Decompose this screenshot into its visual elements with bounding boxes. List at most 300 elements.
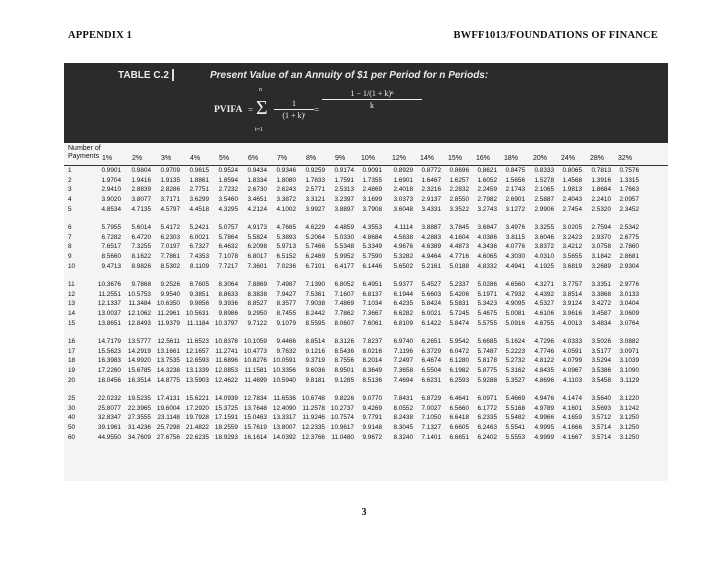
pvifa-value: 13.8007: [272, 424, 296, 432]
pvifa-value: 3.5640: [591, 395, 611, 402]
pvifa-value: 7.1327: [421, 424, 441, 432]
pvifa-value: 6.0021: [421, 310, 441, 318]
pvifa-value: 9.9672: [362, 433, 382, 441]
pvifa-value: 3.4834: [591, 319, 611, 327]
pvifa-value: 27.6756: [156, 433, 180, 441]
payments-count: 17: [68, 347, 76, 355]
pvifa-value: 10.8276: [243, 357, 267, 365]
pvifa-value: 4.0013: [562, 319, 582, 327]
pvifa-value: 6.5660: [449, 404, 469, 412]
rate-header: 2%: [131, 155, 143, 162]
pvifa-value: 17.2920: [185, 404, 209, 412]
pvifa-value: 9.8226: [334, 395, 354, 402]
pvifa-value: 22.6235: [185, 433, 209, 441]
header-left: APPENDIX 1: [68, 30, 133, 41]
pvifa-value: 7.7862: [334, 310, 354, 318]
pvifa-value: 5.4675: [477, 310, 497, 318]
pvifa-value: 4.1925: [534, 262, 554, 270]
pvifa-value: 8.5436: [334, 347, 354, 355]
payments-count: 7: [68, 233, 72, 241]
pvifa-value: 4.1103: [562, 376, 582, 384]
payments-count: 11: [68, 281, 75, 288]
rate-header: 10%: [360, 155, 375, 162]
pvifa-value: 4.1666: [562, 424, 582, 432]
pvifa-value: 7.0236: [276, 262, 296, 270]
pvifa-value: 8.3045: [393, 424, 413, 432]
pvifa-value: 5.8178: [477, 357, 497, 365]
payments-count: 1: [68, 167, 72, 174]
pvifa-value: 6.4632: [218, 243, 238, 251]
pvifa-value: 8.5660: [101, 253, 121, 261]
pvifa-value: 4.6389: [421, 243, 441, 251]
table-row: [64, 357, 668, 367]
pvifa-value: 5.6603: [421, 290, 441, 298]
pvifa-value: 4.5797: [160, 205, 180, 213]
pvifa-value: 4.4518: [189, 205, 209, 213]
pvifa-value: 8.2438: [393, 414, 413, 422]
pvifa-value: 10.5631: [185, 310, 209, 318]
rate-header: 28%: [589, 155, 604, 162]
pvifa-value: 1.6901: [393, 176, 413, 184]
pvifa-value: 5.7955: [101, 224, 121, 231]
pvifa-value: 4.3030: [505, 253, 525, 261]
pvifa-value: 9.9856: [189, 300, 209, 308]
pvifa-value: 5.7590: [362, 253, 382, 261]
pvifa-value: 25.7298: [156, 424, 180, 432]
pvifa-value: 4.7716: [449, 253, 469, 261]
pvifa-value: 6.2402: [477, 433, 497, 441]
pvifa-value: 6.2469: [305, 253, 325, 261]
pvifa-value: 12.2335: [301, 424, 325, 432]
pvifa-value: 3.5026: [591, 338, 611, 345]
pvifa-value: 3.6819: [562, 262, 582, 270]
pvifa-value: 13.5777: [127, 338, 151, 345]
pvifa-value: 5.6014: [131, 224, 151, 231]
table-row: [64, 206, 668, 216]
table-row: [64, 224, 668, 234]
payments-count: 15: [68, 319, 76, 327]
pvifa-value: 10.7574: [330, 414, 354, 422]
pvifa-value: 1.8684: [591, 186, 611, 194]
pvifa-value: 6.1944: [393, 290, 413, 298]
pvifa-value: 9.6036: [305, 367, 325, 375]
pvifa-value: 8.3126: [334, 338, 354, 345]
pvifa-value: 7.7217: [218, 262, 238, 270]
column-header-row: [64, 143, 668, 166]
payments-count: 18: [68, 357, 76, 365]
rate-header: 16%: [475, 155, 490, 162]
pvifa-value: 3.9927: [305, 205, 325, 213]
pvifa-value: 2.5771: [305, 186, 325, 194]
table-label: TABLE C.2: [118, 70, 169, 81]
payments-count: 4: [68, 196, 72, 204]
pvifa-value: 4.9995: [534, 424, 554, 432]
table-row: [64, 281, 668, 291]
closed-form-numerator: 1 − 1/(1 + k)ⁿ: [350, 89, 394, 98]
header-right: BWFF1013/FOUNDATIONS OF FINANCE: [453, 30, 658, 41]
pvifa-value: 6.8052: [334, 281, 354, 288]
pvifa-value: 7.9427: [276, 290, 296, 298]
pvifa-value: 4.6560: [505, 281, 525, 288]
rate-header: 18%: [503, 155, 518, 162]
pvifa-value: 3.5177: [591, 347, 611, 355]
pvifa-value: 6.5504: [421, 367, 441, 375]
pvifa-value: 19.7928: [185, 414, 209, 422]
payments-count: 6: [68, 224, 72, 231]
pvifa-value: 2.3452: [619, 205, 639, 213]
pvifa-value: 1.7663: [619, 186, 639, 194]
table-row: [64, 348, 668, 358]
pvifa-value: 15.6221: [185, 395, 209, 402]
pvifa-value: 6.8109: [393, 319, 413, 327]
pvifa-value: 4.8435: [534, 367, 554, 375]
pvifa-value: 5.8775: [477, 367, 497, 375]
pvifa-value: 25.8077: [97, 404, 121, 412]
pvifa-value: 1.8080: [276, 176, 296, 184]
pvifa-value: 19.6004: [156, 404, 180, 412]
pvifa-value: 3.8115: [505, 233, 525, 241]
pvifa-value: 7.3667: [362, 310, 382, 318]
pvifa-value: 5.7487: [477, 347, 497, 355]
pvifa-value: 7.4987: [276, 281, 296, 288]
pvifa-value: 3.3522: [449, 205, 469, 213]
pvifa-value: 5.5755: [477, 319, 497, 327]
pvifa-value: 2.2410: [591, 196, 611, 204]
pvifa-value: 0.9524: [218, 167, 238, 174]
pvifa-value: 4.1604: [449, 233, 469, 241]
pvifa-value: 6.0021: [189, 233, 209, 241]
pvifa-value: 4.1114: [394, 224, 413, 231]
pvifa-value: 4.9173: [247, 224, 267, 231]
pvifa-value: 13.8651: [97, 319, 121, 327]
pvifa-value: 3.7171: [160, 196, 180, 204]
pvifa-value: 5.4669: [505, 395, 525, 402]
rate-header: 7%: [276, 155, 288, 162]
pvifa-value: 4.5327: [534, 300, 554, 308]
pvifa-value: 5.2223: [505, 347, 525, 355]
pvifa-value: 3.1250: [619, 424, 639, 432]
pvifa-value: 3.8077: [131, 196, 151, 204]
pvifa-value: 9.8986: [218, 310, 238, 318]
pvifa-value: 9.3851: [189, 290, 209, 298]
closed-form-num-3: (1 + k)ⁿ: [369, 89, 394, 98]
pvifa-value: 1.9813: [562, 186, 582, 194]
payments-header: Number of Payments: [68, 145, 101, 160]
payments-count: 9: [68, 253, 72, 261]
pvifa-value: 3.6847: [477, 224, 497, 231]
pvifa-value: 15.7619: [243, 424, 267, 432]
pvifa-value: 3.4272: [591, 300, 611, 308]
pvifa-value: 5.9542: [449, 338, 469, 345]
pvifa-value: 4.4392: [534, 290, 554, 298]
pvifa-value: 0.7576: [619, 167, 639, 174]
pvifa-value: 6.2098: [247, 243, 267, 251]
pvifa-value: 5.7245: [449, 310, 469, 318]
pvifa-value: 2.6775: [619, 233, 639, 241]
pvifa-value: 7.4869: [334, 300, 354, 308]
payments-count: 40: [68, 414, 76, 422]
pvifa-value: 9.7632: [276, 347, 296, 355]
pvifa-value: 3.9124: [562, 300, 582, 308]
pvifa-value: 7.2497: [393, 357, 413, 365]
pvifa-value: 4.8534: [101, 205, 121, 213]
pvifa-value: 2.8839: [131, 186, 151, 194]
table-row: [64, 253, 668, 263]
pvifa-value: 3.2397: [334, 196, 354, 204]
rate-header: 3%: [160, 155, 172, 162]
pvifa-value: 3.1250: [619, 433, 639, 441]
pvifa-value: 9.8181: [305, 376, 325, 384]
pvifa-value: 3.1129: [619, 376, 639, 384]
pvifa-value: 1.5278: [534, 176, 554, 184]
pvifa-value: 6.2463: [477, 424, 497, 432]
pvifa-value: 3.0133: [619, 290, 639, 298]
pvifa-value: 4.9789: [534, 404, 554, 412]
pvifa-value: 9.7122: [247, 319, 267, 327]
pvifa-value: 1.7355: [362, 176, 382, 184]
pvifa-value: 2.7594: [591, 224, 611, 231]
closed-form-num-1: 1 −: [350, 89, 361, 98]
pvifa-value: 3.5294: [591, 357, 611, 365]
table-row: [64, 310, 668, 320]
pvifa-value: 4.9676: [393, 243, 413, 251]
pvifa-value: 3.1842: [591, 253, 611, 261]
pvifa-value: 6.4235: [393, 300, 413, 308]
pvifa-value: 5.9952: [334, 253, 354, 261]
pvifa-value: 34.7609: [127, 433, 151, 441]
payments-count: 50: [68, 424, 76, 432]
pvifa-value: 7.3658: [393, 367, 413, 375]
pvifa-value: 3.2423: [562, 233, 582, 241]
pvifa-value: 3.6048: [393, 205, 413, 213]
pvifa-value: 0.8065: [562, 167, 582, 174]
pvifa-value: 7.9038: [305, 300, 325, 308]
pvifa-value: 0.9091: [362, 167, 382, 174]
pvifa-value: 17.4131: [156, 395, 180, 402]
pvifa-value: 8.3649: [362, 367, 382, 375]
pvifa-value: 6.6282: [393, 310, 413, 318]
pvifa-value: 4.0310: [534, 253, 554, 261]
pvifa-value: 5.9377: [393, 281, 413, 288]
pvifa-value: 6.2335: [477, 414, 497, 422]
pvifa-value: 5.1624: [505, 338, 525, 345]
pvifa-value: 3.5655: [562, 253, 582, 261]
pvifa-value: 2.6243: [276, 186, 296, 194]
pvifa-value: 5.2337: [449, 281, 469, 288]
pvifa-value: 44.9550: [97, 433, 121, 441]
pvifa-value: 3.5714: [591, 424, 611, 432]
pvifa-value: 3.1250: [619, 414, 639, 422]
rate-header: 15%: [447, 155, 462, 162]
pvifa-value: 10.9617: [330, 424, 354, 432]
rate-header: 1%: [101, 155, 113, 162]
pvifa-value: 4.6755: [534, 319, 554, 327]
payments-count: 13: [68, 300, 76, 308]
pvifa-value: 0.9804: [131, 167, 151, 174]
payments-count: 16: [68, 338, 76, 345]
pvifa-value: 6.7327: [189, 243, 209, 251]
pvifa-value: 4.7665: [276, 224, 296, 231]
pvifa-value: 4.3553: [362, 224, 382, 231]
pvifa-value: 1.6052: [477, 176, 497, 184]
pvifa-value: 6.8017: [247, 253, 267, 261]
pvifa-value: 2.5313: [334, 186, 354, 194]
pvifa-value: 2.4869: [362, 186, 382, 194]
pvifa-value: 13.1339: [185, 367, 209, 375]
pvifa-value: 3.0205: [562, 224, 582, 231]
pvifa-value: 4.7296: [534, 338, 554, 345]
pvifa-value: 3.1272: [505, 205, 525, 213]
pvifa-value: 7.1401: [421, 433, 441, 441]
pvifa-value: 2.7454: [562, 205, 582, 213]
pvifa-value: 4.9999: [534, 433, 554, 441]
pvifa-value: 18.0456: [97, 376, 121, 384]
pvifa-value: 2.1743: [505, 186, 525, 194]
pvifa-value: 3.2689: [591, 262, 611, 270]
pvifa-value: 0.8333: [534, 167, 554, 174]
pvifa-value: 4.6106: [534, 310, 554, 318]
pvifa-value: 3.1090: [619, 367, 639, 375]
pvifa-value: 7.1050: [421, 414, 441, 422]
pvifa-value: 2.8681: [619, 253, 639, 261]
table-scan: [64, 63, 668, 481]
pvifa-value: 6.6231: [421, 376, 441, 384]
pvifa-value: 6.0971: [477, 395, 497, 402]
pvifa-value: 15.5623: [97, 347, 121, 355]
pvifa-value: 5.8474: [449, 319, 469, 327]
pvifa-value: 5.5553: [505, 433, 525, 441]
term-numerator: 1: [292, 99, 296, 108]
pvifa-value: 6.2593: [449, 376, 469, 384]
table-row: [64, 186, 668, 196]
pvifa-value: 2.5342: [619, 224, 639, 231]
formula-equals-1: =: [248, 105, 254, 115]
pvifa-value: 10.5940: [272, 376, 296, 384]
pvifa-value: 3.5458: [591, 376, 611, 384]
pvifa-value: 3.0404: [619, 300, 639, 308]
pvifa-value: 5.0188: [449, 262, 469, 270]
pvifa-value: 2.9370: [591, 233, 611, 241]
pvifa-value: 16.3514: [127, 376, 151, 384]
pvifa-value: 4.3436: [477, 243, 497, 251]
pvifa-value: 1.3315: [619, 176, 639, 184]
pvifa-value: 6.6605: [449, 424, 469, 432]
pvifa-value: 9.9148: [362, 424, 382, 432]
pvifa-value: 6.6651: [449, 433, 469, 441]
pvifa-value: 5.7466: [305, 243, 325, 251]
pvifa-value: 4.7746: [534, 347, 554, 355]
pvifa-value: 11.1184: [186, 319, 209, 327]
pvifa-value: 0.8696: [449, 167, 469, 174]
pvifa-value: 12.0853: [214, 367, 238, 375]
pvifa-value: 2.4043: [562, 196, 582, 204]
pvifa-value: 4.1667: [562, 433, 582, 441]
pvifa-value: 7.3601: [247, 262, 267, 270]
pvifa-value: 8.9826: [131, 262, 151, 270]
pvifa-value: 17.2260: [97, 367, 121, 375]
pvifa-value: 9.0770: [362, 395, 382, 402]
pvifa-value: 21.4822: [185, 424, 209, 432]
table-row: [64, 320, 668, 330]
pvifa-value: 0.8621: [477, 167, 497, 174]
pvifa-value: 8.7605: [189, 281, 209, 288]
pvifa-value: 3.5712: [591, 414, 611, 422]
pvifa-value: 8.3838: [247, 290, 267, 298]
pvifa-value: 0.9174: [334, 167, 354, 174]
table-row: [64, 243, 668, 253]
title-divider: [172, 69, 174, 81]
pvifa-value: 5.3893: [276, 233, 296, 241]
pvifa-value: 18.9293: [214, 433, 238, 441]
pvifa-value: 4.9464: [421, 253, 441, 261]
pvifa-value: 6.4674: [421, 357, 441, 365]
pvifa-value: 6.5152: [276, 253, 296, 261]
pvifa-value: 9.4269: [362, 404, 382, 412]
pvifa-value: 5.8424: [421, 300, 441, 308]
rate-header: 4%: [189, 155, 201, 162]
pvifa-value: 3.0609: [619, 310, 639, 318]
pvifa-value: 3.4976: [505, 224, 525, 231]
pvifa-value: 0.7813: [591, 167, 611, 174]
pvifa-value: 5.2732: [505, 357, 525, 365]
pvifa-value: 2.7860: [619, 243, 639, 251]
payments-count: 30: [68, 404, 76, 412]
pvifa-value: 9.1285: [334, 376, 354, 384]
pvifa-value: 16.1614: [243, 433, 267, 441]
payments-count: 19: [68, 367, 76, 375]
table-row: [64, 177, 668, 187]
pvifa-value: 6.3729: [421, 347, 441, 355]
pvifa-value: 2.9410: [101, 186, 121, 194]
formula-lhs: PVIFA: [214, 105, 243, 115]
pvifa-value: 8.7556: [334, 357, 354, 365]
pvifa-value: 14.2919: [127, 347, 151, 355]
pvifa-value: 4.8122: [534, 357, 554, 365]
payments-count: 10: [68, 262, 76, 270]
rate-header: 8%: [305, 155, 317, 162]
pvifa-value: 8.0607: [334, 319, 354, 327]
pvifa-value: 6.2651: [421, 338, 441, 345]
pvifa-value: 6.7282: [101, 233, 121, 241]
pvifa-value: 5.5348: [334, 243, 354, 251]
pvifa-value: 7.1390: [305, 281, 325, 288]
pvifa-value: 3.4212: [562, 243, 582, 251]
pvifa-value: 5.4527: [421, 281, 441, 288]
pvifa-value: 19.5235: [127, 395, 151, 402]
sigma-symbol: Σ: [256, 97, 268, 119]
pvifa-value: 12.5611: [157, 338, 180, 345]
pvifa-value: 0.8772: [421, 167, 441, 174]
table-row: [64, 234, 668, 244]
payments-count: 5: [68, 205, 72, 213]
pvifa-value: 39.1961: [97, 424, 121, 432]
pvifa-value: 4.0386: [477, 233, 497, 241]
pvifa-value: 4.1601: [562, 404, 582, 412]
pvifa-value: 3.4331: [421, 205, 441, 213]
pvifa-value: 10.0591: [272, 357, 296, 365]
pvifa-value: 1.6257: [449, 176, 469, 184]
pvifa-value: 3.3255: [534, 224, 554, 231]
closed-form-num-2: 1: [362, 89, 367, 98]
pvifa-value: 7.3255: [131, 243, 151, 251]
pvifa-value: 11.2551: [98, 290, 121, 298]
pvifa-value: 6.4720: [131, 233, 151, 241]
pvifa-value: 3.8514: [562, 290, 582, 298]
pvifa-value: 7.1078: [218, 253, 238, 261]
pvifa-value: 4.6065: [477, 253, 497, 261]
pvifa-value: 14.3238: [156, 367, 180, 375]
table-row: [64, 414, 668, 424]
